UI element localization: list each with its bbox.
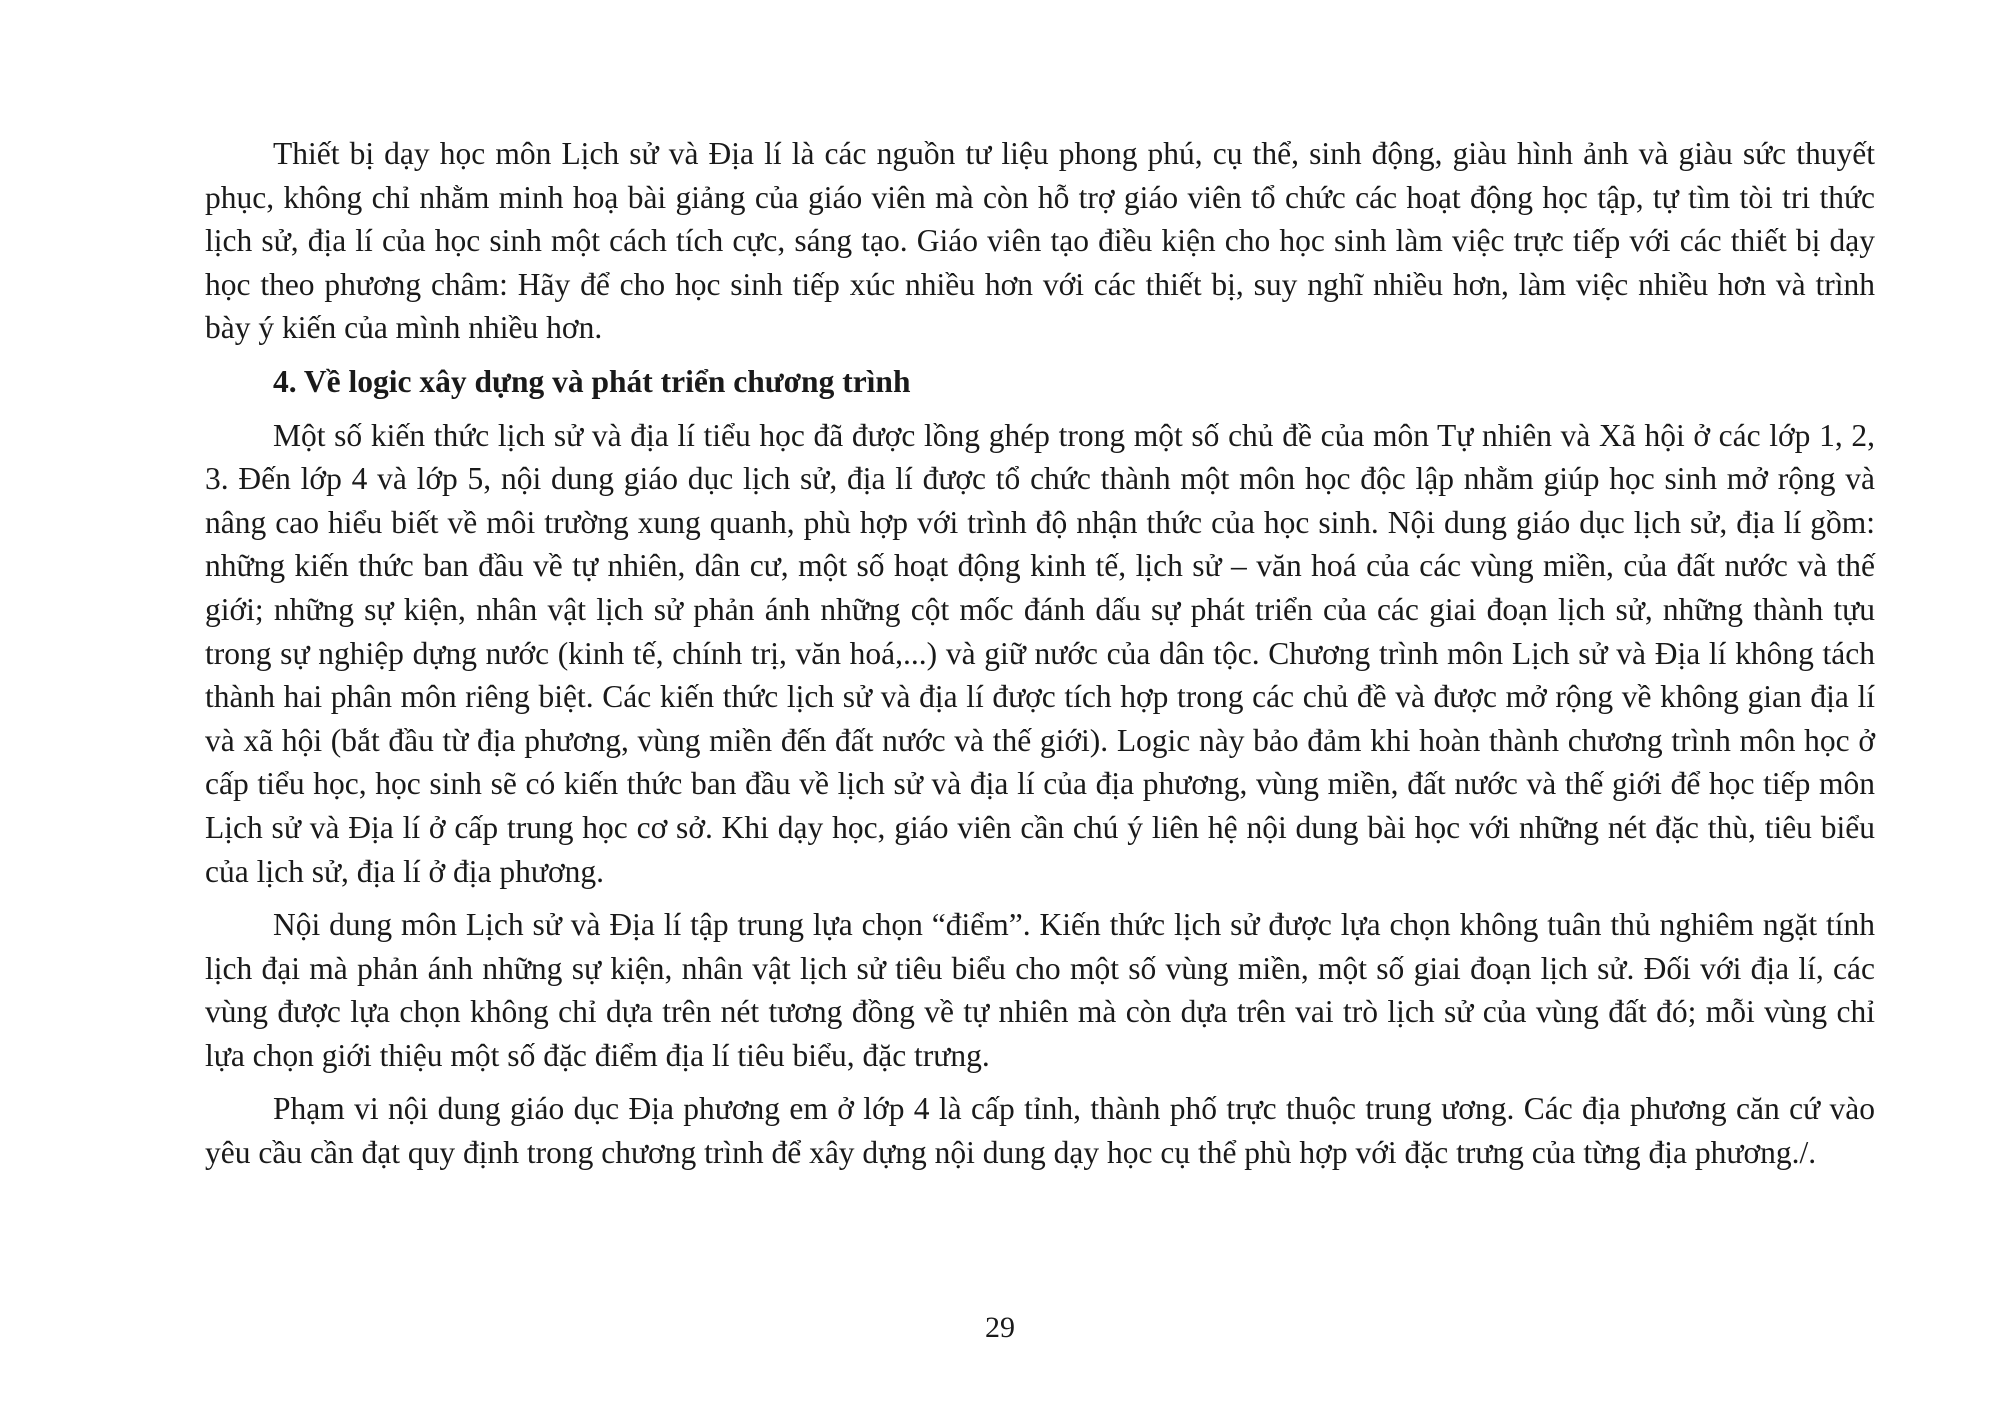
page-number: 29 xyxy=(985,1311,1015,1344)
section-heading: 4. Về logic xây dựng và phát triển chương trình xyxy=(273,363,911,399)
paragraph-program-logic: Một số kiến thức lịch sử và địa lí tiểu học đã được lồng ghép trong một số chủ đề của môn Tự nhiên và Xã hội ở các lớp 1, 2, 3. Đến lớp 4 và lớp 5, nội dung giáo dục lịch sử, địa lí được tổ chức thành một môn học độc lập nhằm giúp học sinh mở rộng và nâng cao hiểu biết về môi trường xung quanh, phù hợp với trình độ nhận thức của học sinh. Nội dung giáo dục lịch sử, địa lí gồm: những kiến thức ban đầu về tự nhiên, dân cư, một số hoạt động kinh tế, lịch sử – văn hoá của các vùng miền, của đất nước và thế giới; những sự kiện, nhân vật lịch sử phản ánh những cột mốc đánh dấu sự phát triển của các giai đoạn lịch sử, những thành tựu trong sự nghiệp dựng nước (kinh tế, chính trị, văn hoá,...) và giữ nước của dân tộc. Chương trình môn Lịch sử và Địa lí không tách thành hai phân môn riêng biệt. Các kiến thức lịch sử và địa lí được tích hợp trong các chủ đề và được mở rộng về không gian địa lí và xã hội (bắt đầu từ địa phương, vùng miền đến đất nước và thế giới). Logic này bảo đảm khi hoàn thành chương trình môn học ở cấp tiểu học, học sinh sẽ có kiến thức ban đầu về lịch sử và địa lí của địa phương, vùng miền, đất nước và thế giới để học tiếp môn Lịch sử và Địa lí ở cấp trung học cơ sở. Khi dạy học, giáo viên cần chú ý liên hệ nội dung bài học với những nét đặc thù, tiêu biểu của lịch sử, địa lí ở địa phương. xyxy=(205,417,1875,889)
paragraph-content-selection: Nội dung môn Lịch sử và Địa lí tập trung lựa chọn “điểm”. Kiến thức lịch sử được lựa chọn không tuân thủ nghiêm ngặt tính lịch đại mà phản ánh những sự kiện, nhân vật lịch sử tiêu biểu cho một số vùng miền, một số giai đoạn lịch sử. Đối với địa lí, các vùng được lựa chọn không chỉ dựa trên nét tương đồng về tự nhiên mà còn dựa trên vai trò lịch sử của vùng đất đó; mỗi vùng chỉ lựa chọn giới thiệu một số đặc điểm địa lí tiêu biểu, đặc trưng. xyxy=(205,907,1875,1073)
paragraph-local-education: Phạm vi nội dung giáo dục Địa phương em ở lớp 4 là cấp tỉnh, thành phố trực thuộc trung ương. Các địa phương căn cứ vào yêu cầu cần đạt quy định trong chương trình để xây dựng nội dung dạy học cụ thể phù hợp với đặc trưng của từng địa phương./. xyxy=(205,1091,1875,1171)
paragraph-teaching-equipment: Thiết bị dạy học môn Lịch sử và Địa lí là các nguồn tư liệu phong phú, cụ thể, sinh động, giàu hình ảnh và giàu sức thuyết phục, không chỉ nhằm minh hoạ bài giảng của giáo viên mà còn hỗ trợ giáo viên tổ chức các hoạt động học tập, tự tìm tòi tri thức lịch sử, địa lí của học sinh một cách tích cực, sáng tạo. Giáo viên tạo điều kiện cho học sinh làm việc trực tiếp với các thiết bị dạy học theo phương châm: Hãy để cho học sinh tiếp xúc nhiều hơn với các thiết bị, suy nghĩ nhiều hơn, làm việc nhiều hơn và trình bày ý kiến của mình nhiều hơn. xyxy=(205,136,1875,346)
page-body xyxy=(205,132,1875,1185)
